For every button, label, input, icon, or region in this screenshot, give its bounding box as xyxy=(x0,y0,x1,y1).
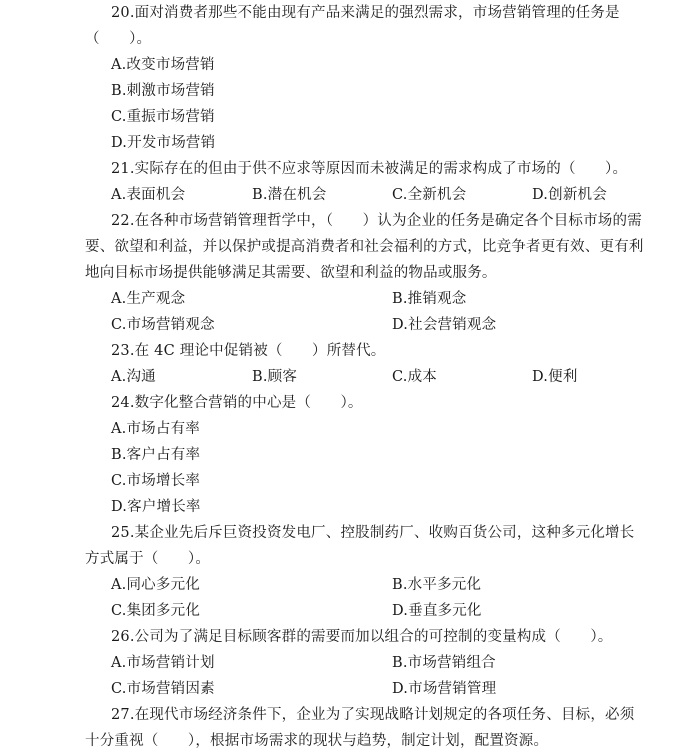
option-21-c: C.全新机会 xyxy=(392,187,467,203)
option-26-a: A.市场营销计划 xyxy=(111,655,215,671)
question-22-line-2: 要、欲望和利益，并以保护或提高消费者和社会福利的方式，比竞争者更有效、更有利 xyxy=(85,239,644,255)
option-20-d: D.开发市场营销 xyxy=(111,135,216,151)
option-24-a: A.市场占有率 xyxy=(111,421,200,437)
option-23-a: A.沟通 xyxy=(111,369,156,385)
question-27-line-1: 27.在现代市场经济条件下，企业为了实现战略计划规定的各项任务、目标，必须 xyxy=(111,707,635,723)
option-21-d: D.创新机会 xyxy=(532,187,607,203)
option-24-c: C.市场增长率 xyxy=(111,473,201,489)
option-25-d: D.垂直多元化 xyxy=(392,603,482,619)
question-25-line-1: 25.某企业先后斥巨资投资发电厂、控股制药厂、收购百货公司，这种多元化增长 xyxy=(111,525,635,541)
option-21-a: A.表面机会 xyxy=(111,187,186,203)
question-22-line-3: 地向目标市场提供能够满足其需要、欲望和利益的物品或服务。 xyxy=(85,265,497,281)
option-24-d: D.客户增长率 xyxy=(111,499,201,515)
question-24-line-1: 24.数字化整合营销的中心是（ ）。 xyxy=(111,395,363,411)
question-26-line-1: 26.公司为了满足目标顾客群的需要而加以组合的可控制的变量构成（ ）。 xyxy=(111,629,613,645)
option-22-d: D.社会营销观念 xyxy=(392,317,497,333)
option-26-b: B.市场营销组合 xyxy=(392,655,496,671)
option-21-b: B.潜在机会 xyxy=(252,187,327,203)
option-20-b: B.刺激市场营销 xyxy=(111,83,215,99)
question-21-line-1: 21.实际存在的但由于供不应求等原因而未被满足的需求构成了市场的（ ）。 xyxy=(111,161,628,177)
question-23-line-1: 23.在 4C 理论中促销被（ ）所替代。 xyxy=(111,343,386,359)
question-25-line-2: 方式属于（ ）。 xyxy=(85,551,211,567)
option-23-b: B.顾客 xyxy=(252,369,298,385)
option-26-d: D.市场营销管理 xyxy=(392,681,497,697)
option-22-a: A.生产观念 xyxy=(111,291,186,307)
question-22-line-1: 22.在各种市场营销管理哲学中，（ ）认为企业的任务是确定各个目标市场的需 xyxy=(111,213,642,229)
question-20-line-1: 20.面对消费者那些不能由现有产品来满足的强烈需求，市场营销管理的任务是 xyxy=(111,5,620,21)
option-23-c: C.成本 xyxy=(392,369,437,385)
option-23-d: D.便利 xyxy=(532,369,578,385)
option-20-a: A.改变市场营销 xyxy=(111,57,215,73)
option-20-c: C.重振市场营销 xyxy=(111,109,215,125)
option-22-b: B.推销观念 xyxy=(392,291,467,307)
option-22-c: C.市场营销观念 xyxy=(111,317,215,333)
option-24-b: B.客户占有率 xyxy=(111,447,201,463)
option-25-b: B.水平多元化 xyxy=(392,577,482,593)
question-27-line-2: 十分重视（ ），根据市场需求的现状与趋势，制定计划，配置资源。 xyxy=(85,733,549,749)
option-25-c: C.集团多元化 xyxy=(111,603,201,619)
option-26-c: C.市场营销因素 xyxy=(111,681,215,697)
question-20-line-2: （ ）。 xyxy=(85,31,152,47)
option-25-a: A.同心多元化 xyxy=(111,577,200,593)
